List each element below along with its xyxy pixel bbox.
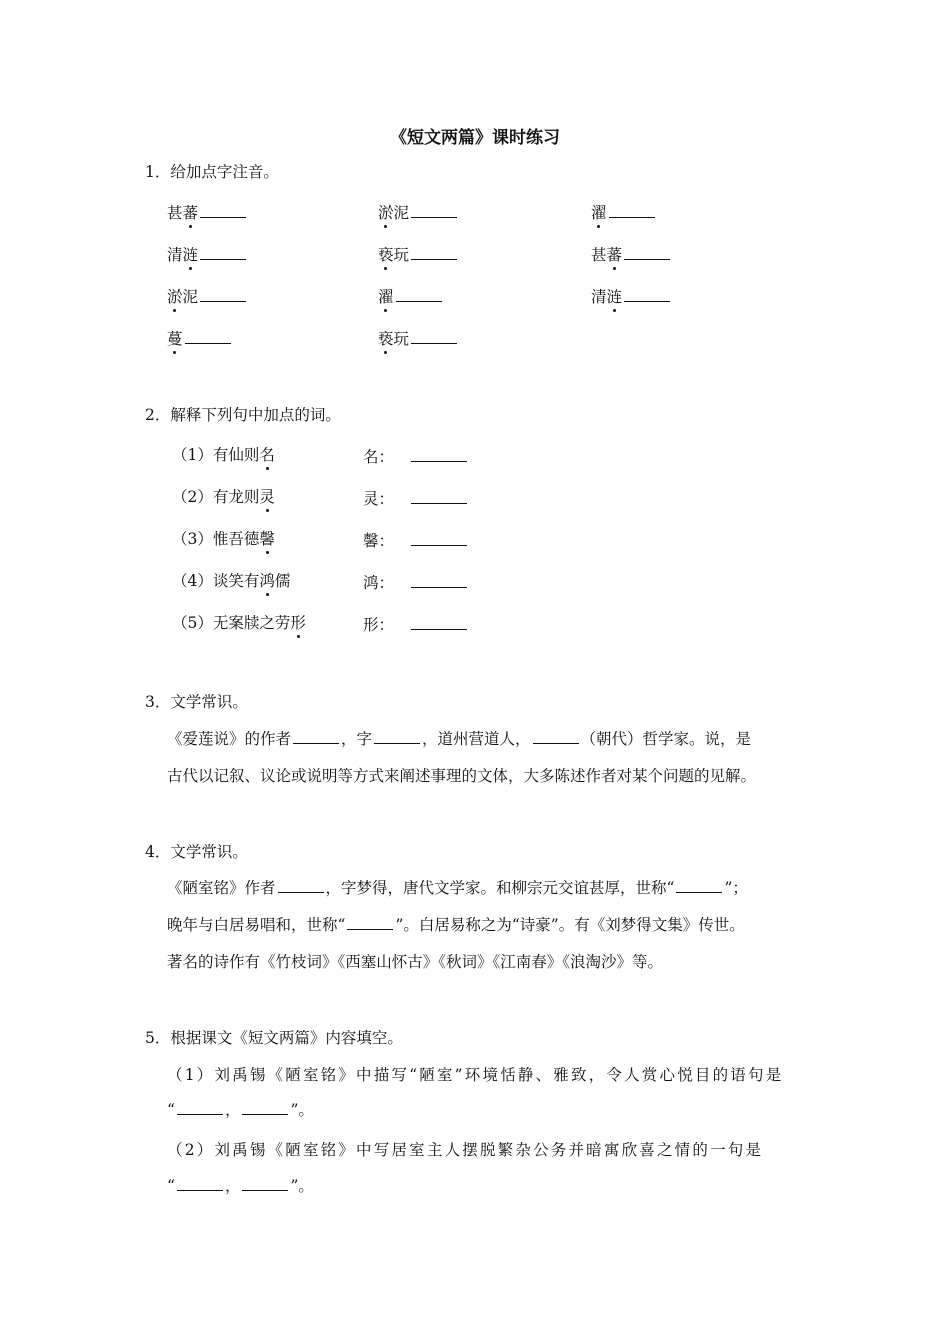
answer-blank[interactable] bbox=[411, 245, 457, 260]
dotted-char: 鸿 bbox=[259, 572, 275, 590]
dotted-char: 灵 bbox=[259, 488, 275, 506]
dotted-char: 淤 bbox=[167, 288, 183, 306]
word-part: 清 bbox=[167, 246, 183, 264]
item-post: 儒 bbox=[274, 572, 291, 590]
answer-blank[interactable] bbox=[411, 489, 467, 504]
item-num: （4） bbox=[172, 572, 213, 590]
pinyin-item bbox=[167, 285, 248, 307]
q3-text-c: ，道州营道人， bbox=[422, 730, 531, 748]
q4-text-a: 晚年与白居易唱和，世称“ bbox=[167, 916, 346, 934]
word-part: 玩 bbox=[393, 330, 410, 348]
question-5-part-1: （1）刘禹锡《陋室铭》中描写“陋室”环境恬静、雅致，令人赏心悦目的语句是 bbox=[167, 1066, 784, 1084]
answer-blank[interactable] bbox=[533, 729, 579, 744]
answer-label: 馨： bbox=[363, 532, 395, 550]
dotted-char: 蔓 bbox=[167, 330, 183, 348]
question-4-line-3: 著名的诗作有《竹枝词》《西塞山怀古》《秋词》《江南春》《浪淘沙》等。 bbox=[167, 953, 664, 971]
answer-blank[interactable] bbox=[200, 245, 246, 260]
question-5-part-2-answer bbox=[167, 1174, 314, 1196]
answer-blank[interactable] bbox=[624, 287, 670, 302]
answer-blank[interactable] bbox=[242, 1100, 288, 1115]
answer-blank[interactable] bbox=[411, 573, 467, 588]
answer-blank[interactable] bbox=[242, 1176, 288, 1191]
quote-close: ”。 bbox=[290, 1177, 314, 1195]
pinyin-item bbox=[591, 285, 672, 307]
answer-label: 名： bbox=[363, 448, 395, 466]
dotted-char: 涟 bbox=[606, 288, 623, 306]
pinyin-item bbox=[378, 327, 459, 349]
q4-text-a: 《陋室铭》作者 bbox=[167, 879, 276, 897]
answer-blank[interactable] bbox=[185, 329, 231, 344]
pinyin-item bbox=[167, 201, 248, 223]
dotted-char: 蕃 bbox=[182, 204, 199, 222]
answer-label: 鸿： bbox=[363, 574, 395, 592]
answer-blank[interactable] bbox=[200, 203, 246, 218]
word-part: 泥 bbox=[182, 288, 199, 306]
answer-blank[interactable] bbox=[411, 531, 467, 546]
explain-item bbox=[172, 611, 306, 633]
answer-blank[interactable] bbox=[411, 615, 467, 630]
answer-blank[interactable] bbox=[676, 878, 722, 893]
word-part: 清 bbox=[591, 288, 607, 306]
dotted-char: 蕃 bbox=[606, 246, 623, 264]
question-5-part-2: （2）刘禹锡《陋室铭》中写居室主人摆脱繁杂公务并暗寓欣喜之情的一句是 bbox=[167, 1141, 764, 1159]
question-4-line-1 bbox=[167, 876, 748, 898]
question-3-heading: 3．文学常识。 bbox=[145, 693, 248, 711]
dotted-char: 形 bbox=[290, 614, 306, 632]
item-num: （2） bbox=[172, 488, 213, 506]
dotted-char: 濯 bbox=[591, 204, 607, 222]
explain-item bbox=[172, 443, 275, 465]
q4-text-b: ”。白居易称之为“诗豪”。有《刘梦得文集》传世。 bbox=[395, 916, 745, 934]
item-pre: 惟吾德 bbox=[212, 530, 260, 548]
q3-text-a: 《爱莲说》的作者 bbox=[167, 730, 292, 748]
comma: ， bbox=[224, 1177, 241, 1195]
answer-blank[interactable] bbox=[177, 1176, 223, 1191]
explain-item bbox=[172, 485, 275, 507]
answer-blank[interactable] bbox=[609, 203, 655, 218]
quote-open: “ bbox=[167, 1101, 175, 1119]
explain-answer bbox=[363, 445, 469, 467]
question-4-line-2 bbox=[167, 913, 745, 935]
item-num: （3） bbox=[172, 530, 213, 548]
q4-text-b: ，字梦得，唐代文学家。和柳宗元交谊甚厚，世称“ bbox=[325, 879, 675, 897]
answer-blank[interactable] bbox=[374, 729, 420, 744]
question-2-heading: 2．解释下列句中加点的词。 bbox=[145, 406, 341, 424]
item-pre: 有龙则 bbox=[212, 488, 260, 506]
quote-close: ”。 bbox=[290, 1101, 314, 1119]
comma: ， bbox=[224, 1101, 241, 1119]
word-part: 泥 bbox=[393, 204, 410, 222]
explain-answer bbox=[363, 487, 469, 509]
item-num: （1） bbox=[172, 446, 213, 464]
question-1-heading: 1．给加点字注音。 bbox=[145, 163, 279, 181]
answer-label: 形： bbox=[363, 616, 395, 634]
answer-blank[interactable] bbox=[200, 287, 246, 302]
pinyin-item bbox=[378, 243, 459, 265]
dotted-char: 淤 bbox=[378, 204, 394, 222]
answer-blank[interactable] bbox=[293, 729, 339, 744]
dotted-char: 馨 bbox=[259, 530, 275, 548]
answer-blank[interactable] bbox=[278, 878, 324, 893]
question-5-part-1-answer bbox=[167, 1098, 314, 1120]
q3-text-d: （朝代）哲学家。说，是 bbox=[580, 730, 752, 748]
dotted-char: 濯 bbox=[378, 288, 394, 306]
explain-answer bbox=[363, 571, 469, 593]
item-pre: 有仙则 bbox=[212, 446, 260, 464]
explain-item bbox=[172, 527, 275, 549]
dotted-char: 涟 bbox=[182, 246, 199, 264]
word-part: 玩 bbox=[393, 246, 410, 264]
q3-text-b: ，字 bbox=[341, 730, 373, 748]
q4-text-c: ”； bbox=[724, 879, 748, 897]
answer-blank[interactable] bbox=[411, 329, 457, 344]
answer-blank[interactable] bbox=[396, 287, 442, 302]
answer-blank[interactable] bbox=[411, 447, 467, 462]
item-num: （5） bbox=[172, 614, 213, 632]
answer-blank[interactable] bbox=[177, 1100, 223, 1115]
quote-open: “ bbox=[167, 1177, 175, 1195]
answer-blank[interactable] bbox=[411, 203, 457, 218]
pinyin-item bbox=[167, 243, 248, 265]
word-part: 甚 bbox=[591, 246, 607, 264]
item-pre: 谈笑有 bbox=[212, 572, 260, 590]
dotted-char: 亵 bbox=[378, 246, 394, 264]
question-5-heading: 5．根据课文《短文两篇》内容填空。 bbox=[145, 1029, 403, 1047]
pinyin-item bbox=[378, 285, 444, 307]
question-3-line-2: 古代以记叙、议论或说明等方式来阐述事理的文体，大多陈述作者对某个问题的见解。 bbox=[167, 767, 757, 785]
explain-answer bbox=[363, 529, 469, 551]
question-3-line-1 bbox=[167, 727, 751, 749]
answer-label: 灵： bbox=[363, 490, 395, 508]
word-part: 甚 bbox=[167, 204, 183, 222]
explain-answer bbox=[363, 613, 469, 635]
question-4-heading: 4．文学常识。 bbox=[145, 843, 248, 861]
answer-blank[interactable] bbox=[624, 245, 670, 260]
pinyin-item bbox=[167, 327, 233, 349]
page-title: 《短文两篇》课时练习 bbox=[390, 128, 560, 148]
explain-item bbox=[172, 569, 290, 591]
item-pre: 无案牍之劳 bbox=[212, 614, 291, 632]
pinyin-item bbox=[591, 243, 672, 265]
dotted-char: 名 bbox=[259, 446, 275, 464]
pinyin-item bbox=[591, 201, 657, 223]
pinyin-item bbox=[378, 201, 459, 223]
dotted-char: 亵 bbox=[378, 330, 394, 348]
answer-blank[interactable] bbox=[347, 915, 393, 930]
